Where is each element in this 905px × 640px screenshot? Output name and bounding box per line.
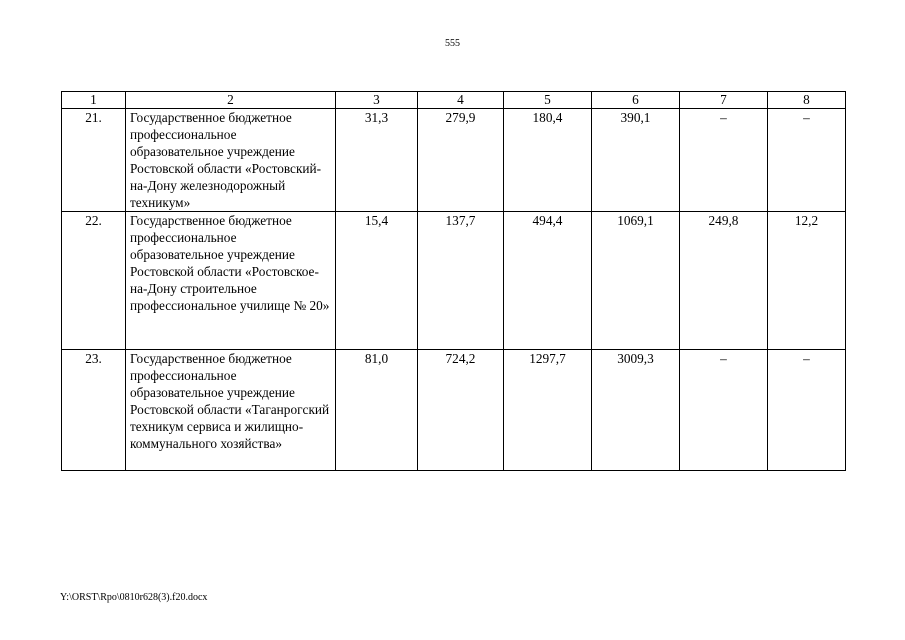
value-cell: 15,4 bbox=[336, 212, 418, 350]
column-header: 2 bbox=[126, 92, 336, 109]
value-cell: 12,2 bbox=[768, 212, 846, 350]
value-cell: 180,4 bbox=[504, 109, 592, 212]
value-cell: 31,3 bbox=[336, 109, 418, 212]
institution-name: Государственное бюджетное профессиональное образовательное учреждение Ростовской области «Ростовский-на-Дону железнодорожный техникум» bbox=[126, 109, 336, 212]
column-header: 1 bbox=[62, 92, 126, 109]
value-cell: – bbox=[768, 109, 846, 212]
value-cell: 390,1 bbox=[592, 109, 680, 212]
value-cell: – bbox=[768, 350, 846, 471]
value-cell: 3009,3 bbox=[592, 350, 680, 471]
row-number: 22. bbox=[62, 212, 126, 350]
value-cell: 494,4 bbox=[504, 212, 592, 350]
row-number: 21. bbox=[62, 109, 126, 212]
value-cell: – bbox=[680, 350, 768, 471]
footer-file-path: Y:\ORST\Rpo\0810r628(3).f20.docx bbox=[60, 592, 208, 603]
value-cell: 137,7 bbox=[418, 212, 504, 350]
value-cell: 724,2 bbox=[418, 350, 504, 471]
institution-name: Государственное бюджетное профессиональное образовательное учреждение Ростовской области «Ростовское-на-Дону строительное профессиональное училище № 20» bbox=[126, 212, 336, 350]
data-table bbox=[61, 91, 846, 471]
column-header: 8 bbox=[768, 92, 846, 109]
value-cell: 1069,1 bbox=[592, 212, 680, 350]
column-header: 4 bbox=[418, 92, 504, 109]
value-cell: 1297,7 bbox=[504, 350, 592, 471]
table-row bbox=[62, 212, 846, 350]
table-header-row bbox=[62, 92, 846, 109]
value-cell: 81,0 bbox=[336, 350, 418, 471]
column-header: 6 bbox=[592, 92, 680, 109]
value-cell: – bbox=[680, 109, 768, 212]
column-header: 5 bbox=[504, 92, 592, 109]
page-number: 555 bbox=[445, 38, 460, 49]
value-cell: 279,9 bbox=[418, 109, 504, 212]
column-header: 7 bbox=[680, 92, 768, 109]
row-number: 23. bbox=[62, 350, 126, 471]
institution-name: Государственное бюджетное профессиональное образовательное учреждение Ростовской области «Таганрогский техникум сервиса и жилищно-коммунального хозяйства» bbox=[126, 350, 336, 471]
table-row bbox=[62, 350, 846, 471]
table-row bbox=[62, 109, 846, 212]
value-cell: 249,8 bbox=[680, 212, 768, 350]
column-header: 3 bbox=[336, 92, 418, 109]
